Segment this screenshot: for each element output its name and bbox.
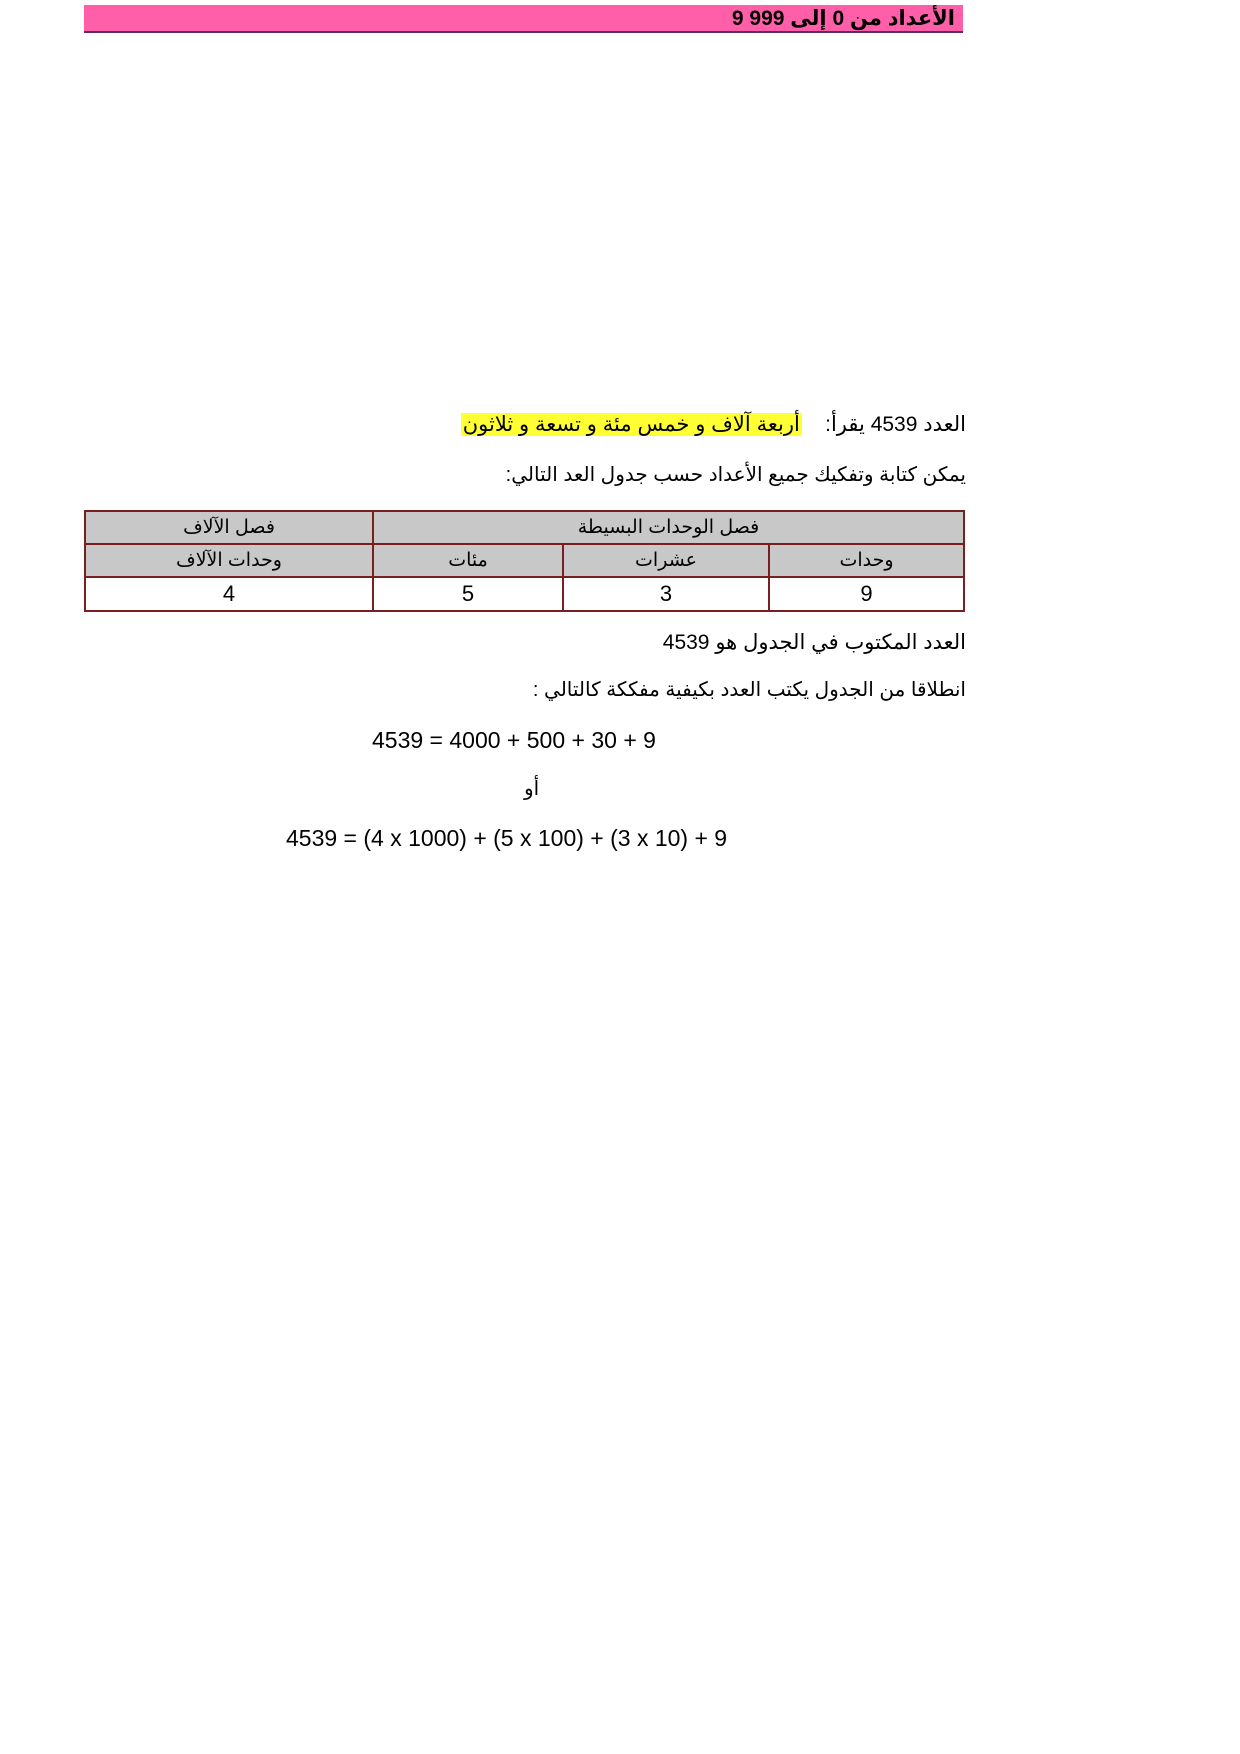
number-in-table-text: العدد المكتوب في الجدول هو 4539: [662, 631, 966, 654]
units-digit: 9: [769, 577, 964, 611]
page-title-bar: [84, 5, 963, 33]
decomposition-intro-text: انطلاقا من الجدول يكتب العدد بكيفية مفككة كالتالي :: [532, 679, 966, 701]
place-value-table: [84, 510, 965, 612]
sum-equation: 4539 = 4000 + 500 + 30 + 9: [372, 727, 656, 753]
table-class-row: [85, 511, 964, 544]
table-column-row: [85, 544, 964, 577]
tens-digit: 3: [563, 577, 769, 611]
units-column-header: وحدات: [769, 544, 964, 577]
thousands-units-column-header: وحدات الآلاف: [85, 544, 373, 577]
reading-prefix: العدد 4539 يقرأ:: [825, 413, 966, 436]
thousands-units-digit: 4: [85, 577, 373, 611]
reading-line: [461, 412, 966, 438]
tens-column-header: عشرات: [563, 544, 769, 577]
units-class-header: فصل الوحدات البسيطة: [373, 511, 964, 544]
intro-text: يمكن كتابة وتفكيك جميع الأعداد حسب جدول العد التالي:: [505, 464, 966, 486]
thousands-class-header: فصل الآلاف: [85, 511, 373, 544]
hundreds-column-header: مئات: [373, 544, 563, 577]
reading-words: أربعة آلاف و خمس مئة و تسعة و ثلاثون: [462, 413, 800, 436]
table-digit-row: [85, 577, 964, 611]
product-equation: 4539 = (4 x 1000) + (5 x 100) + (3 x 10) + 9: [286, 825, 728, 851]
page-title: الأعداد من 0 إلى 999 9: [731, 7, 955, 30]
hundreds-digit: 5: [373, 577, 563, 611]
or-word: أو: [524, 778, 540, 800]
